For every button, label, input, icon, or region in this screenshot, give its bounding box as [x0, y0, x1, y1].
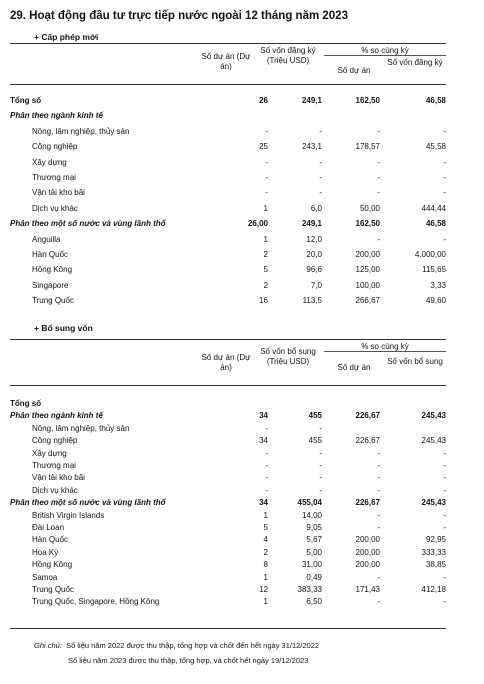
row-label: Tổng số	[10, 399, 42, 408]
cell-value: -	[443, 473, 446, 483]
cell-value: 115,65	[422, 265, 446, 275]
table-row	[10, 509, 446, 522]
cell-value: 46,58	[425, 96, 446, 105]
cell-value: -	[319, 188, 322, 198]
table-row	[10, 397, 446, 410]
cell-value: -	[265, 423, 268, 433]
row-label: Samoa	[32, 572, 58, 582]
cell-value: 26	[259, 96, 268, 105]
cell-value: 226,67	[355, 436, 380, 446]
page-title: 29. Hoạt động đầu tư trực tiếp nước ngoài 12 tháng năm 2023	[10, 10, 348, 22]
header-compare: % so cùng kỳ	[361, 342, 409, 351]
row-label: Vận tải kho bãi	[32, 473, 85, 483]
row-label: Hàn Quốc	[32, 535, 69, 545]
row-label: Hồng Kông	[32, 265, 73, 275]
cell-value: 125,00	[355, 265, 380, 275]
cell-value: -	[377, 597, 380, 607]
cell-value: -	[443, 173, 446, 182]
header-projects: Số dự án (Dự án)	[201, 353, 251, 372]
table-header-rule	[10, 84, 446, 85]
cell-value: -	[265, 473, 268, 483]
cell-value: 26,00	[247, 219, 268, 229]
table-row	[10, 558, 446, 571]
header-compare: % so cùng kỳ	[361, 46, 409, 55]
row-label: Xây dựng	[32, 448, 67, 458]
table-row	[10, 521, 446, 534]
cell-value: 38,85	[425, 560, 446, 570]
cell-value: 455	[308, 436, 322, 446]
table-row	[10, 471, 446, 484]
table-row	[10, 140, 446, 153]
cell-value: 4.000,00	[414, 250, 446, 259]
row-label: Vận tải kho bãi	[32, 188, 85, 198]
table-row	[10, 156, 446, 169]
cell-value: -	[265, 485, 268, 495]
cell-value: 245,43	[421, 411, 446, 421]
cell-value: 171,43	[355, 585, 380, 594]
cell-value: -	[443, 448, 446, 458]
cell-value: 6,50	[306, 597, 322, 607]
cell-value: -	[377, 473, 380, 483]
row-label: Anguilla	[32, 234, 61, 244]
table-row	[10, 217, 446, 230]
cell-value: 25	[259, 142, 268, 152]
cell-value: 245,43	[421, 498, 446, 508]
table-row	[10, 202, 446, 215]
header-capital: Số vốn bổ sung (Triệu USD)	[260, 347, 316, 366]
row-label: Trung Quốc, Singapore, Hồng Kông	[32, 597, 160, 607]
row-label: Singapore	[32, 280, 69, 290]
table-row	[10, 496, 446, 509]
cell-value: 3,33	[430, 280, 446, 290]
cell-value: -	[265, 448, 268, 458]
cell-value: 4	[263, 535, 268, 545]
cell-value: -	[319, 423, 322, 433]
table-row	[10, 595, 446, 608]
table-row	[10, 279, 446, 292]
cell-value: 34	[259, 498, 268, 508]
row-label: Nông, lâm nghiệp, thủy sản	[32, 126, 130, 136]
cell-value: 226,67	[355, 411, 380, 421]
section-heading-new-license: + Cấp phép mới	[34, 32, 99, 42]
cell-value: 455	[308, 411, 322, 421]
cell-value: 412,18	[421, 585, 446, 594]
table-row	[10, 447, 446, 460]
cell-value: 1	[263, 510, 268, 520]
cell-value: 266,67	[355, 296, 380, 306]
cell-value: 49,60	[425, 296, 446, 306]
cell-value: -	[265, 157, 268, 167]
header-projects: Số dự án (Dự án)	[201, 52, 251, 71]
row-label: Phân theo một số nước và vùng lãnh thổ	[10, 498, 166, 508]
row-label: Tổng số	[10, 96, 42, 105]
header-compare-projects: Số dự án	[337, 363, 371, 372]
header-compare-capital: Số vốn đăng ký	[387, 58, 443, 67]
cell-value: 12,0	[306, 234, 322, 244]
cell-value: 5	[263, 523, 268, 532]
cell-value: -	[443, 523, 446, 532]
cell-value: 12	[259, 585, 268, 594]
table-row	[10, 546, 446, 559]
cell-value: 1	[263, 572, 268, 582]
cell-value: -	[377, 523, 380, 532]
cell-value: -	[319, 173, 322, 182]
cell-value: 92,95	[425, 535, 446, 545]
header-capital: Số vốn đăng ký (Triệu USD)	[260, 46, 316, 65]
row-label: Dịch vụ khác	[32, 203, 78, 213]
cell-value: 162,50	[355, 96, 380, 105]
cell-value: 96,6	[306, 265, 322, 275]
table-row	[10, 484, 446, 497]
row-label: Dịch vụ khác	[32, 485, 78, 495]
cell-value: 2	[263, 250, 268, 259]
cell-value: 2	[263, 547, 268, 557]
cell-value: 14,00	[301, 510, 322, 520]
cell-value: 46,58	[425, 219, 446, 229]
cell-value: -	[377, 461, 380, 470]
table-row	[10, 409, 446, 422]
table-row	[10, 583, 446, 596]
table-row	[10, 125, 446, 138]
cell-value: 245,43	[421, 436, 446, 446]
cell-value: 383,33	[297, 585, 322, 594]
table-row	[10, 422, 446, 435]
table-top-rule	[10, 339, 446, 340]
row-label: British Virgin Islands	[32, 510, 105, 520]
cell-value: 5,67	[306, 535, 322, 545]
row-label: Hồng Kông	[32, 560, 73, 570]
cell-value: -	[443, 188, 446, 198]
cell-value: -	[265, 461, 268, 470]
cell-value: 162,50	[355, 219, 380, 229]
cell-value: -	[319, 448, 322, 458]
row-label: Xây dựng	[32, 157, 67, 167]
row-label: Thương mại	[32, 173, 76, 182]
row-label: Công nghiệp	[32, 142, 78, 152]
table-row	[10, 571, 446, 584]
table-row	[10, 94, 446, 107]
cell-value: -	[319, 485, 322, 495]
cell-value: 16	[259, 296, 268, 306]
cell-value: -	[377, 173, 380, 182]
cell-value: 200,00	[355, 250, 380, 259]
table-row	[10, 294, 446, 307]
cell-value: -	[265, 173, 268, 182]
cell-value: -	[443, 572, 446, 582]
cell-value: -	[319, 473, 322, 483]
cell-value: 333,33	[421, 547, 446, 557]
row-label: Nông, lâm nghiệp, thủy sản	[32, 423, 130, 433]
note-line-2: Số liệu năm 2023 được thu thập, tổng hợp, và chốt hết ngày 19/12/2023	[68, 656, 309, 665]
row-label: Hàn Quốc	[32, 250, 69, 259]
cell-value: -	[377, 572, 380, 582]
cell-value: 226,67	[355, 498, 380, 508]
cell-value: -	[319, 157, 322, 167]
header-compare-projects: Số dự án	[337, 66, 371, 75]
cell-value: -	[443, 234, 446, 244]
cell-value: -	[319, 461, 322, 470]
cell-value: 444,44	[421, 203, 446, 213]
cell-value: 1	[263, 203, 268, 213]
note-line-1	[34, 641, 319, 650]
table-top-rule	[10, 43, 446, 44]
cell-value: 100,00	[355, 280, 380, 290]
table-row	[10, 533, 446, 546]
cell-value: 178,57	[355, 142, 380, 152]
cell-value: 5	[263, 265, 268, 275]
cell-value: 9,05	[306, 523, 322, 532]
cell-value: 7,0	[310, 280, 322, 290]
cell-value: 249,1	[301, 219, 322, 229]
row-label: Phân theo ngành kinh tế	[10, 411, 103, 421]
row-label: Đài Loan	[32, 523, 65, 532]
table-row	[10, 109, 446, 122]
cell-value: 243,1	[301, 142, 322, 152]
table-row	[10, 233, 446, 246]
cell-value: -	[443, 157, 446, 167]
cell-value: -	[377, 126, 380, 136]
cell-value: 2	[263, 280, 268, 290]
table-row	[10, 434, 446, 447]
row-label: Hoa Kỳ	[32, 547, 59, 557]
cell-value: -	[319, 126, 322, 136]
cell-value: 200,00	[355, 535, 380, 545]
header-compare-capital: Số vốn bổ sung	[387, 357, 443, 366]
cell-value: 50,00	[359, 203, 380, 213]
note-text-1: Số liệu năm 2022 được thu thập, tổng hợp và chốt đến hết ngày 31/12/2022	[66, 641, 320, 650]
cell-value: 1	[263, 234, 268, 244]
row-label: Phân theo một số nước và vùng lãnh thổ	[10, 219, 166, 229]
table-bottom-rule	[10, 628, 446, 629]
cell-value: -	[377, 234, 380, 244]
cell-value: 200,00	[355, 547, 380, 557]
cell-value: -	[265, 188, 268, 198]
cell-value: -	[443, 461, 446, 470]
cell-value: -	[443, 485, 446, 495]
cell-value: -	[377, 157, 380, 167]
cell-value: 31,00	[301, 560, 322, 570]
note-label: Ghi chú:	[34, 641, 62, 650]
cell-value: 1	[263, 597, 268, 607]
row-label: Trung Quốc	[32, 296, 74, 306]
cell-value: 249,1	[301, 96, 322, 105]
cell-value: -	[265, 126, 268, 136]
table-row	[10, 171, 446, 184]
cell-value: 34	[259, 411, 268, 421]
row-label: Trung Quốc	[32, 585, 74, 594]
table-header-rule	[10, 385, 446, 386]
table-row	[10, 459, 446, 472]
table-row	[10, 186, 446, 199]
row-label: Thương mại	[32, 461, 76, 470]
cell-value: 34	[259, 436, 268, 446]
cell-value: 6,0	[310, 203, 322, 213]
cell-value: 5,00	[306, 547, 322, 557]
cell-value: -	[443, 510, 446, 520]
cell-value: 113,5	[302, 296, 322, 306]
cell-value: -	[377, 448, 380, 458]
cell-value: 8	[263, 560, 268, 570]
cell-value: 20,0	[306, 250, 322, 259]
table-row	[10, 263, 446, 276]
cell-value: -	[377, 188, 380, 198]
row-label: Công nghiệp	[32, 436, 78, 446]
cell-value: -	[377, 510, 380, 520]
cell-value: -	[377, 485, 380, 495]
table-row	[10, 248, 446, 261]
cell-value: 0,49	[306, 572, 322, 582]
cell-value: 455,04	[297, 498, 322, 508]
cell-value: -	[443, 597, 446, 607]
cell-value: -	[443, 126, 446, 136]
section-heading-additional-capital: + Bổ sung vốn	[34, 323, 93, 333]
row-label: Phân theo ngành kinh tế	[10, 111, 103, 121]
cell-value: 200,00	[355, 560, 380, 570]
cell-value: 45,58	[425, 142, 446, 152]
